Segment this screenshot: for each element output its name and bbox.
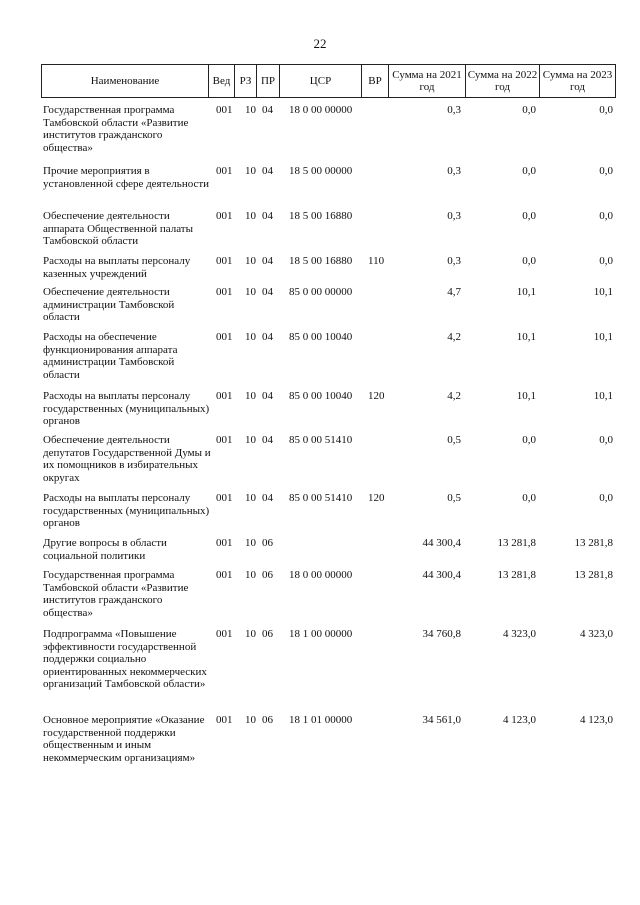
row-csr: 85 0 00 00000 <box>289 286 353 298</box>
row-csr: 18 1 00 00000 <box>289 628 353 640</box>
row-sum-2023: 10,1 <box>593 286 613 298</box>
row-pr: 04 <box>262 286 273 298</box>
row-sum-2021: 0,3 <box>447 104 461 116</box>
row-sum-2023: 0,0 <box>599 255 613 267</box>
row-sum-2022: 0,0 <box>522 255 536 267</box>
row-ved: 001 <box>216 492 233 504</box>
row-csr: 18 5 00 00000 <box>289 165 353 177</box>
row-ved: 001 <box>216 569 233 581</box>
row-csr: 18 5 00 16880 <box>289 255 353 267</box>
row-csr: 18 5 00 16880 <box>289 210 353 222</box>
row-sum-2022: 0,0 <box>522 104 536 116</box>
row-ved: 001 <box>216 331 233 343</box>
row-rz: 10 <box>245 628 256 640</box>
row-sum-2022: 0,0 <box>522 210 536 222</box>
header-pr: ПР <box>257 65 280 97</box>
row-sum-2021: 0,3 <box>447 255 461 267</box>
row-csr: 85 0 00 51410 <box>289 492 353 504</box>
row-sum-2021: 44 300,4 <box>422 537 461 549</box>
row-sum-2023: 4 123,0 <box>580 714 613 726</box>
row-rz: 10 <box>245 210 256 222</box>
row-ved: 001 <box>216 434 233 446</box>
row-name: Расходы на выплаты персоналу казенных учреждений <box>43 255 191 280</box>
row-rz: 10 <box>245 569 256 581</box>
header-vr: ВР <box>362 65 389 97</box>
row-rz: 10 <box>245 537 256 549</box>
row-sum-2022: 0,0 <box>522 492 536 504</box>
row-pr: 04 <box>262 210 273 222</box>
row-sum-2023: 4 323,0 <box>580 628 613 640</box>
row-rz: 10 <box>245 286 256 298</box>
row-sum-2022: 0,0 <box>522 434 536 446</box>
row-ved: 001 <box>216 628 233 640</box>
page-number: 22 <box>313 36 327 51</box>
row-sum-2021: 34 561,0 <box>422 714 461 726</box>
row-rz: 10 <box>245 434 256 446</box>
row-name: Основное мероприятие «Оказание государственной поддержки общественным и иным некоммерческим организациям» <box>43 714 205 764</box>
row-ved: 001 <box>216 714 233 726</box>
row-rz: 10 <box>245 331 256 343</box>
row-sum-2022: 10,1 <box>516 331 536 343</box>
row-sum-2023: 0,0 <box>599 434 613 446</box>
row-name: Государственная программа Тамбовской области «Развитие институтов гражданского общества» <box>43 569 189 619</box>
row-sum-2023: 13 281,8 <box>574 569 613 581</box>
header-name: Наименование <box>42 65 209 97</box>
row-ved: 001 <box>216 255 233 267</box>
row-csr: 18 0 00 00000 <box>289 569 353 581</box>
row-pr: 04 <box>262 104 273 116</box>
row-name: Государственная программа Тамбовской области «Развитие институтов гражданского общества» <box>43 104 189 154</box>
row-sum-2023: 10,1 <box>593 331 613 343</box>
row-csr: 85 0 00 51410 <box>289 434 353 446</box>
table-header <box>41 64 616 98</box>
header-sum-2021: Сумма на 2021 год <box>389 65 466 97</box>
row-pr: 04 <box>262 390 273 402</box>
row-name: Прочие мероприятия в установленной сфере деятельности <box>43 165 210 190</box>
row-vr: 120 <box>368 390 385 402</box>
row-pr: 04 <box>262 434 273 446</box>
row-vr: 120 <box>368 492 385 504</box>
row-csr: 85 0 00 10040 <box>289 331 353 343</box>
row-name: Расходы на обеспечение функционирования аппарата администрации Тамбовской области <box>43 331 178 381</box>
header-sum-2023: Сумма на 2023 год <box>542 69 613 93</box>
row-ved: 001 <box>216 286 233 298</box>
row-sum-2023: 13 281,8 <box>574 537 613 549</box>
row-name: Расходы на выплаты персоналу государственных (муниципальных) органов <box>43 492 210 529</box>
row-name: Подпрограмма «Повышение эффективности государственной поддержки социально ориентированных некоммерческих организаций Тамбовской области» <box>43 628 207 690</box>
row-ved: 001 <box>216 210 233 222</box>
row-sum-2023: 0,0 <box>599 165 613 177</box>
row-pr: 06 <box>262 628 273 640</box>
row-sum-2021: 0,3 <box>447 165 461 177</box>
row-rz: 10 <box>245 492 256 504</box>
row-sum-2021: 34 760,8 <box>422 628 461 640</box>
row-vr: 110 <box>368 255 385 267</box>
row-name: Обеспечение деятельности администрации Тамбовской области <box>43 286 175 323</box>
row-pr: 04 <box>262 331 273 343</box>
header-ved: Вед <box>209 65 235 97</box>
row-rz: 10 <box>245 255 256 267</box>
row-rz: 10 <box>245 390 256 402</box>
row-csr: 85 0 00 10040 <box>289 390 353 402</box>
row-pr: 04 <box>262 255 273 267</box>
row-name: Другие вопросы в области социальной политики <box>43 537 167 562</box>
row-sum-2021: 4,2 <box>447 331 461 343</box>
row-sum-2022: 10,1 <box>516 286 536 298</box>
row-pr: 04 <box>262 165 273 177</box>
row-pr: 06 <box>262 537 273 549</box>
row-sum-2021: 44 300,4 <box>422 569 461 581</box>
row-ved: 001 <box>216 165 233 177</box>
row-sum-2022: 10,1 <box>516 390 536 402</box>
row-sum-2021: 0,3 <box>447 210 461 222</box>
row-sum-2023: 0,0 <box>599 210 613 222</box>
row-sum-2021: 4,2 <box>447 390 461 402</box>
row-sum-2023: 0,0 <box>599 104 613 116</box>
row-pr: 06 <box>262 569 273 581</box>
row-name: Обеспечение деятельности депутатов Государственной Думы и их помощников в избирательных округах <box>43 434 211 484</box>
header-rz: РЗ <box>235 65 257 97</box>
row-sum-2022: 13 281,8 <box>497 537 536 549</box>
row-ved: 001 <box>216 537 233 549</box>
header-csr: ЦСР <box>280 65 362 97</box>
row-rz: 10 <box>245 104 256 116</box>
row-pr: 06 <box>262 714 273 726</box>
row-sum-2021: 0,5 <box>447 434 461 446</box>
row-sum-2022: 4 323,0 <box>503 628 536 640</box>
row-ved: 001 <box>216 104 233 116</box>
row-sum-2021: 0,5 <box>447 492 461 504</box>
header-sum-2022: Сумма на 2022 год <box>466 65 540 97</box>
row-rz: 10 <box>245 714 256 726</box>
row-sum-2023: 0,0 <box>599 492 613 504</box>
row-pr: 04 <box>262 492 273 504</box>
row-sum-2022: 13 281,8 <box>497 569 536 581</box>
row-sum-2021: 4,7 <box>447 286 461 298</box>
row-sum-2022: 4 123,0 <box>503 714 536 726</box>
row-ved: 001 <box>216 390 233 402</box>
row-sum-2022: 0,0 <box>522 165 536 177</box>
row-name: Расходы на выплаты персоналу государственных (муниципальных) органов <box>43 390 210 427</box>
row-name: Обеспечение деятельности аппарата Общественной палаты Тамбовской области <box>43 210 193 247</box>
row-csr: 18 1 01 00000 <box>289 714 353 726</box>
row-csr: 18 0 00 00000 <box>289 104 353 116</box>
row-rz: 10 <box>245 165 256 177</box>
row-sum-2023: 10,1 <box>593 390 613 402</box>
